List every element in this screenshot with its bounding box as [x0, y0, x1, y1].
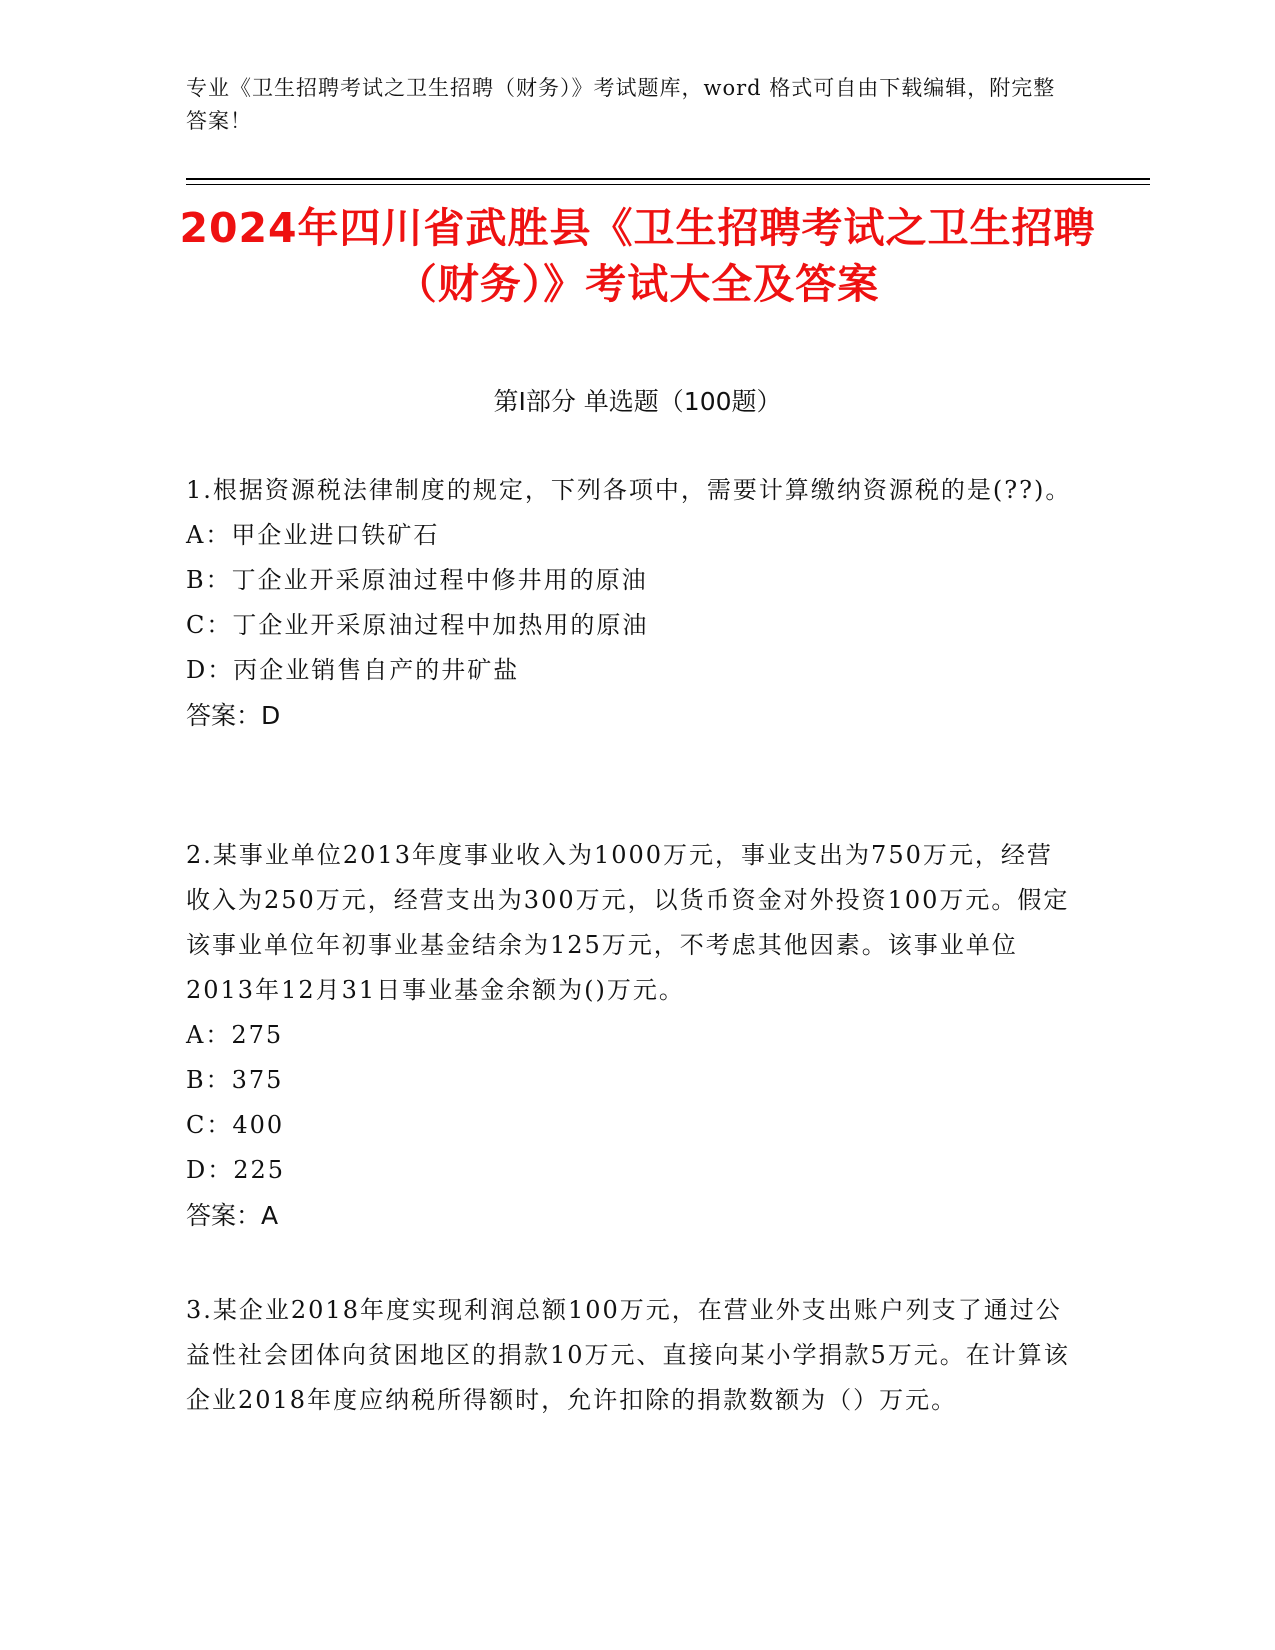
option-c: C：丁企业开采原油过程中加热用的原油 [186, 611, 649, 639]
option-d: D：丙企业销售自产的井矿盐 [186, 656, 520, 684]
answer: 答案：D [186, 701, 281, 730]
option-b: B：丁企业开采原油过程中修井用的原油 [186, 566, 648, 594]
question-text: 1.根据资源税法律制度的规定，下列各项中，需要计算缴纳资源税的是(??)。 [186, 476, 1072, 504]
question-3 [186, 1288, 1076, 1423]
question-2 [186, 833, 1076, 1238]
answer: 答案：A [186, 1201, 279, 1230]
option-c: C：400 [186, 1111, 285, 1139]
header-rule-thin [186, 184, 1150, 185]
question-text: 2.某事业单位2013年度事业收入为1000万元，事业支出为750万元，经营收入为250万元，经营支出为300万元，以货币资金对外投资100万元。假定该事业单位年初事业基金结余为125万元，不考虑其他因素。该事业单位2013年12月31日事业基金余额为()万元。 [186, 841, 1070, 1004]
option-b: B：375 [186, 1066, 284, 1094]
document-title: 2024年四川省武胜县《卫生招聘考试之卫生招聘（财务）》考试大全及答案 [179, 204, 1096, 308]
question-1 [186, 468, 1076, 738]
option-d: D：225 [186, 1156, 286, 1184]
header-note: 专业《卫生招聘考试之卫生招聘（财务）》考试题库，word 格式可自由下载编辑，附完整答案！ [186, 76, 1056, 133]
header-rule-thick [186, 178, 1150, 180]
option-a: A：甲企业进口铁矿石 [186, 521, 440, 549]
question-text: 3.某企业2018年度实现利润总额100万元，在营业外支出账户列支了通过公益性社会团体向贫困地区的捐款10万元、直接向某小学捐款5万元。在计算该企业2018年度应纳税所得额时，允许扣除的捐款数额为（）万元。 [186, 1296, 1070, 1414]
option-a: A：275 [186, 1021, 284, 1049]
section-title: 第Ⅰ部分 单选题（100题） [493, 387, 782, 416]
